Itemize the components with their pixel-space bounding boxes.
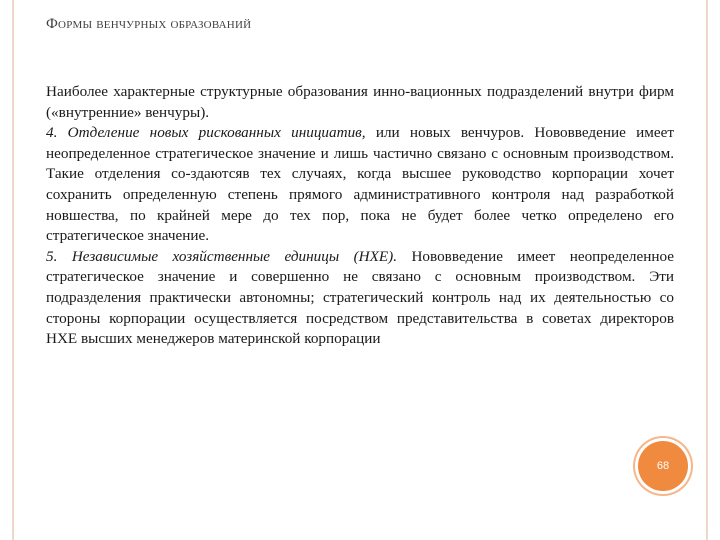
item-5-text: Нововведение имеет неопределенное стратегическое значение и совершенно не связано с основным производством. Эти подразделения практически автономны; стратегический контроль над их деятельностью со стороны корпорации осуществляется посредством представительства в советах директоров НХЕ высших менеджеров материнской корпорации (46, 247, 674, 348)
item-4-paragraph (46, 123, 674, 247)
item-5-heading: 5. Независимые хозяйственные единицы (НХЕ). (46, 247, 398, 265)
item-4-text: или новых венчуров. Нововведение имеет неопределенное стратегическое значение и лишь частично связано с основным производством. Такие отделения со-здаютсяв тех случаях, когда высшее руководство корпорации хочет сохранить определенную степень прямого административного контроля над разработкой новшества, по крайней мере до тех пор, пока не будет более четко определено его стратегическое значение. (46, 124, 674, 245)
page-number-badge (638, 441, 688, 491)
slide-body (46, 82, 674, 350)
page-number: 68 (656, 460, 670, 472)
slide-title: Формы венчурных образований (46, 16, 252, 32)
item-5-paragraph (46, 247, 674, 350)
item-4-heading: 4. Отделение новых рискованных инициатив, (46, 124, 366, 142)
intro-paragraph: Наиболее характерные структурные образования инно-вационных подразделений внутри фирм («внутренние» венчуры). (46, 83, 674, 121)
